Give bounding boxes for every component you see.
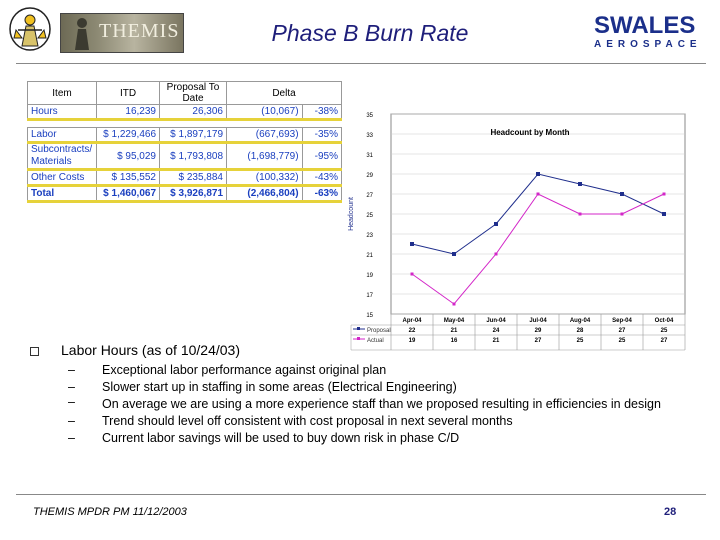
- list-item-text: On average we are using a more experience staff than we proposed resulting in efficiencies in design: [102, 397, 661, 411]
- dash-icon: –: [68, 395, 75, 409]
- cell-ptd: $ 1,897,179: [160, 128, 227, 143]
- data-point-actual: [411, 273, 414, 276]
- x-tick-label: Jun-04: [486, 318, 506, 324]
- cell-item: Subcontracts/ Materials: [28, 143, 97, 170]
- list-item: [68, 396, 688, 413]
- data-point-proposal: [578, 182, 582, 186]
- y-tick-label: 21: [366, 253, 373, 259]
- bullet-main: [30, 342, 240, 358]
- table-row: [28, 105, 342, 120]
- cell-delta: (667,693): [227, 128, 303, 143]
- data-point-proposal: [494, 222, 498, 226]
- data-point-proposal: [410, 242, 414, 246]
- cell-itd: $ 135,552: [97, 170, 160, 186]
- table-row: [28, 128, 342, 143]
- data-point-actual: [663, 193, 666, 196]
- legend-marker: [357, 337, 360, 340]
- y-tick-label: 23: [366, 233, 373, 239]
- page-title: Phase B Burn Rate: [271, 20, 469, 46]
- swales-logo-text: SWALES: [594, 12, 696, 39]
- footer-divider: [16, 494, 706, 495]
- list-item: [68, 362, 688, 379]
- list-item: [68, 379, 688, 396]
- list-item-text: Trend should level off consistent with cost proposal in next several months: [102, 414, 513, 428]
- data-point-proposal: [452, 252, 456, 256]
- cell-itd: $ 1,229,466: [97, 128, 160, 143]
- table-row-total: [28, 186, 342, 202]
- data-label: 27: [660, 338, 668, 344]
- list-item: [68, 413, 688, 430]
- data-label: 27: [618, 328, 626, 334]
- y-axis-label: Headcount: [348, 197, 355, 231]
- dash-icon: –: [68, 363, 75, 377]
- burn-rate-table: [27, 81, 342, 203]
- swales-logo-subtext: AEROSPACE: [594, 39, 702, 50]
- cell-ptd: 26,306: [160, 105, 227, 120]
- cell-pct: -35%: [302, 128, 341, 143]
- cell-pct: -43%: [302, 170, 341, 186]
- y-tick-label: 29: [366, 173, 373, 179]
- chart-title: Headcount by Month: [490, 128, 570, 137]
- y-tick-label: 27: [366, 193, 373, 199]
- data-label: 19: [408, 338, 416, 344]
- dash-icon: –: [68, 380, 75, 394]
- data-point-actual: [621, 213, 624, 216]
- data-point-proposal: [620, 192, 624, 196]
- header-item: Item: [28, 82, 97, 105]
- x-tick-label: Jul-04: [529, 318, 547, 324]
- data-label: 25: [660, 328, 668, 334]
- data-label: 25: [576, 338, 584, 344]
- data-point-proposal: [662, 212, 666, 216]
- x-tick-label: Apr-04: [402, 318, 422, 324]
- data-label: 28: [576, 328, 584, 334]
- list-item-text: Current labor savings will be used to buy down risk in phase C/D: [102, 431, 460, 445]
- table-row: [28, 170, 342, 186]
- cell-item: Other Costs: [28, 170, 97, 186]
- cell-delta: (100,332): [227, 170, 303, 186]
- table-spacer: [28, 120, 342, 128]
- data-point-actual: [453, 303, 456, 306]
- data-point-actual: [579, 213, 582, 216]
- y-tick-label: 15: [366, 313, 373, 319]
- cell-ptd: $ 3,926,871: [160, 186, 227, 202]
- sub-bullet-list: [68, 362, 688, 447]
- data-point-actual: [537, 193, 540, 196]
- cell-delta: (1,698,779): [227, 143, 303, 170]
- cell-item: Labor: [28, 128, 97, 143]
- themis-banner-text: THEMIS: [99, 20, 180, 42]
- cell-pct: -38%: [302, 105, 341, 120]
- cell-item: Hours: [28, 105, 97, 120]
- data-label: 24: [492, 328, 500, 334]
- legend-marker: [357, 327, 360, 330]
- cell-pct: -95%: [302, 143, 341, 170]
- table-row: [28, 143, 342, 170]
- x-tick-label: Sep-04: [612, 318, 632, 324]
- cell-ptd: $ 1,793,808: [160, 143, 227, 170]
- data-label: 22: [408, 328, 416, 334]
- x-tick-label: Aug-04: [569, 318, 591, 324]
- data-label: 25: [618, 338, 626, 344]
- data-label: 21: [492, 338, 500, 344]
- data-point-proposal: [536, 172, 540, 176]
- page-number: 28: [664, 506, 677, 518]
- cell-pct: -63%: [302, 186, 341, 202]
- y-tick-label: 35: [366, 113, 373, 119]
- cell-ptd: $ 235,884: [160, 170, 227, 186]
- list-item: [68, 430, 688, 447]
- themis-emblem-icon: [8, 6, 52, 52]
- cell-itd: $ 95,029: [97, 143, 160, 170]
- cell-itd: $ 1,460,067: [97, 186, 160, 202]
- cell-itd: 16,239: [97, 105, 160, 120]
- y-tick-label: 17: [366, 293, 373, 299]
- y-tick-label: 33: [366, 133, 373, 139]
- cell-delta: (10,067): [227, 105, 303, 120]
- header-delta: Delta: [227, 82, 342, 105]
- header-proposal-to-date: Proposal To Date: [160, 82, 227, 105]
- list-item-text: Exceptional labor performance against original plan: [102, 363, 387, 377]
- table-header-row: [28, 82, 342, 105]
- dash-icon: –: [68, 431, 75, 445]
- headcount-chart: [345, 108, 695, 356]
- x-tick-label: May-04: [443, 318, 465, 324]
- list-item-text: Slower start up in staffing in some areas (Electrical Engineering): [102, 380, 457, 394]
- legend-label: Proposal: [367, 328, 391, 334]
- data-label: 16: [450, 338, 458, 344]
- themis-banner: [60, 13, 184, 53]
- dash-icon: –: [68, 414, 75, 428]
- y-tick-label: 31: [366, 153, 373, 159]
- cell-item: Total: [28, 186, 97, 202]
- square-bullet-icon: [30, 347, 39, 356]
- header-itd: ITD: [97, 82, 160, 105]
- header-divider: [16, 63, 706, 64]
- figure-icon: [67, 16, 97, 50]
- x-tick-label: Oct-04: [654, 318, 674, 324]
- data-label: 29: [534, 328, 542, 334]
- bullet-main-text: Labor Hours (as of 10/24/03): [61, 342, 240, 358]
- data-label: 27: [534, 338, 542, 344]
- cell-delta: (2,466,804): [227, 186, 303, 202]
- footer-text: THEMIS MPDR PM 11/12/2003: [33, 506, 187, 518]
- y-tick-label: 25: [366, 213, 373, 219]
- legend-label: Actual: [367, 338, 384, 344]
- data-point-actual: [495, 253, 498, 256]
- swales-logo: [592, 14, 704, 52]
- y-tick-label: 19: [366, 273, 373, 279]
- data-label: 21: [450, 328, 458, 334]
